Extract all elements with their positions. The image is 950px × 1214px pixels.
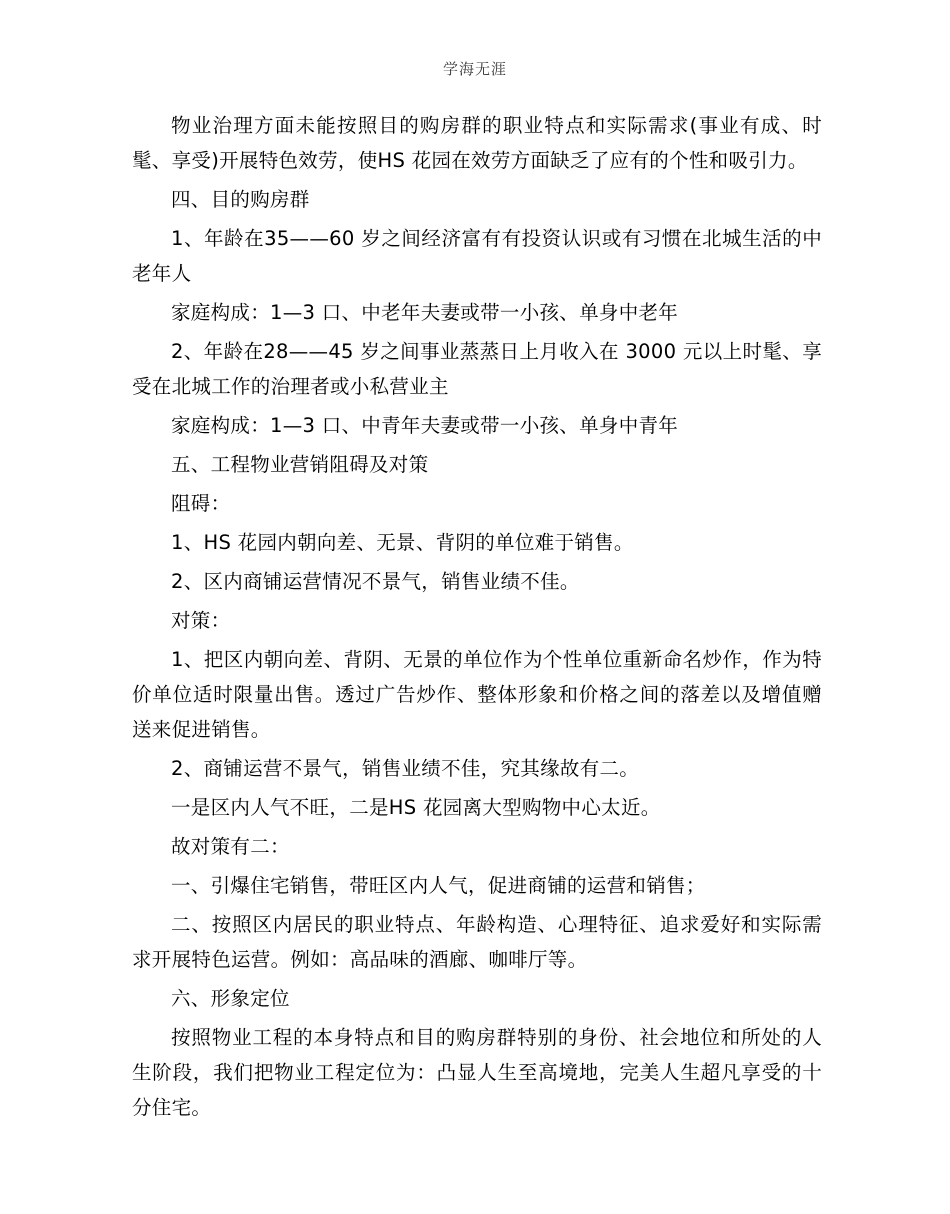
paragraph: 家庭构成：1—3 口、中青年夫妻或带一小孩、单身中青年 xyxy=(171,414,679,437)
paragraph: 2、区内商铺运营情况不景气，销售业绩不佳。 xyxy=(171,570,580,593)
paragraph: 一是区内人气不旺，二是HS 花园离大型购物中心太近。 xyxy=(171,796,661,819)
paragraph: 物业治理方面未能按照目的购房群的职业特点和实际需求(事业有成、时髦、享受)开展特色效劳，使HS 花园在效劳方面缺乏了应有的个性和吸引力。 xyxy=(132,114,822,172)
paragraph: 阻碍： xyxy=(171,492,231,515)
document-body xyxy=(132,108,822,1129)
paragraph: 对策： xyxy=(171,609,231,632)
paragraph: 1、年龄在35——60 岁之间经济富有有投资认识或有习惯在北城生活的中老年人 xyxy=(132,227,822,285)
page-watermark: 学海无涯 xyxy=(442,60,507,78)
paragraph: 1、把区内朝向差、背阴、无景的单位作为个性单位重新命名炒作，作为特价单位适时限量出售。透过广告炒作、整体形象和价格之间的落差以及增值赠送来促进销售。 xyxy=(132,648,822,741)
paragraph: 2、年龄在28——45 岁之间事业蒸蒸日上月收入在 3000 元以上时髦、享受在北城工作的治理者或小私营业主 xyxy=(132,340,822,398)
paragraph: 家庭构成：1—3 口、中老年夫妻或带一小孩、单身中老年 xyxy=(171,301,679,324)
paragraph: 五、工程物业营销阻碍及对策 xyxy=(171,453,429,476)
paragraph: 四、目的购房群 xyxy=(171,188,310,211)
paragraph: 二、按照区内居民的职业特点、年龄构造、心理特征、追求爱好和实际需求开展特色运营。例如：高品味的酒廊、咖啡厅等。 xyxy=(132,913,822,971)
paragraph: 1、HS 花园内朝向差、无景、背阴的单位难于销售。 xyxy=(171,531,634,554)
paragraph: 故对策有二： xyxy=(171,835,290,858)
paragraph: 一、引爆住宅销售，带旺区内人气，促进商铺的运营和销售； xyxy=(171,874,706,897)
paragraph: 六、形象定位 xyxy=(171,987,290,1010)
paragraph: 2、商铺运营不景气，销售业绩不佳，究其缘故有二。 xyxy=(171,757,640,780)
paragraph: 按照物业工程的本身特点和目的购房群特别的身份、社会地位和所处的人生阶段，我们把物业工程定位为：凸显人生至高境地，完美人生超凡享受的十分住宅。 xyxy=(132,1026,822,1119)
